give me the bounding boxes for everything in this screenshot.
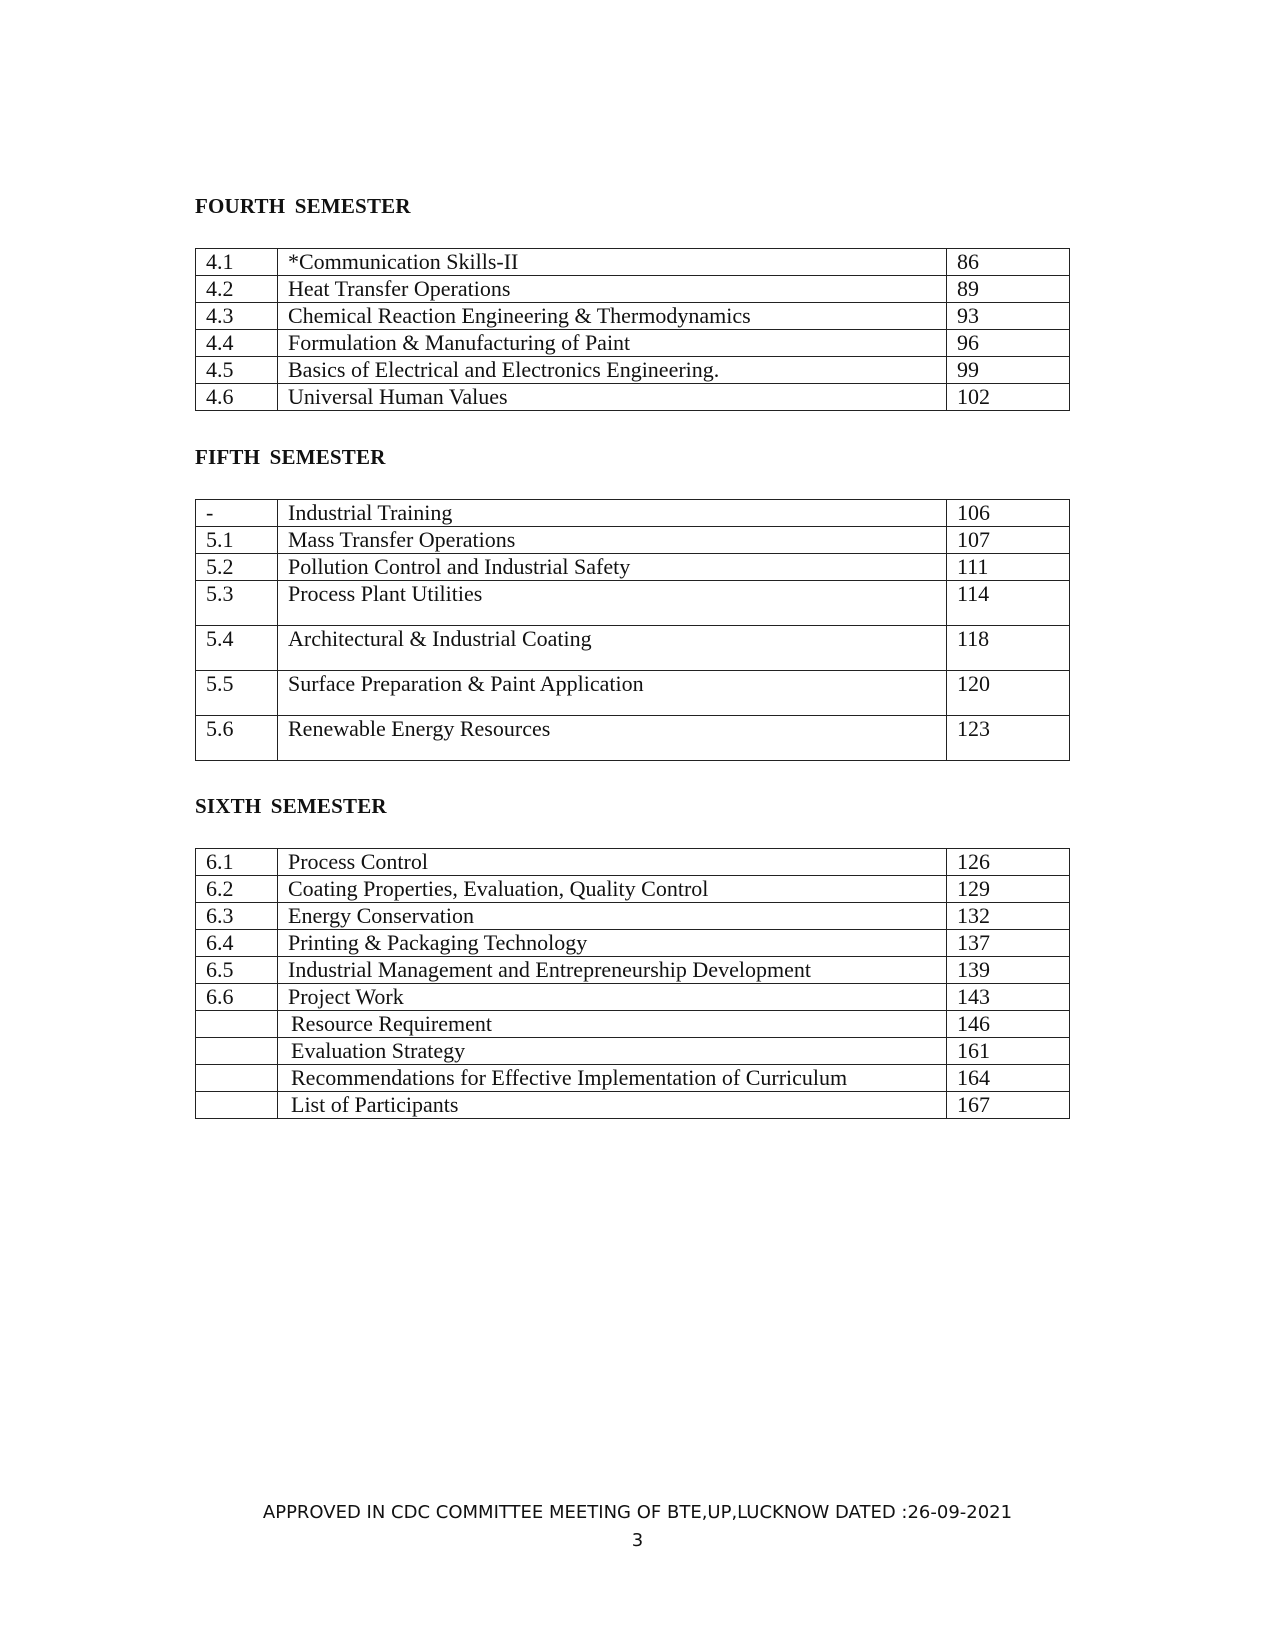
course-number: 4.4 [196, 330, 278, 357]
page-number: 86 [947, 249, 1070, 276]
table-row [196, 1011, 1070, 1038]
page-number: 107 [947, 527, 1070, 554]
table-row [196, 330, 1070, 357]
course-title: Renewable Energy Resources [278, 716, 947, 761]
page-number: 99 [947, 357, 1070, 384]
table-row [196, 384, 1070, 411]
page-number: 89 [947, 276, 1070, 303]
course-title: Coating Properties, Evaluation, Quality Control [278, 876, 947, 903]
table-row [196, 357, 1070, 384]
course-title: Universal Human Values [278, 384, 947, 411]
page-number: 137 [947, 930, 1070, 957]
course-title: Project Work [278, 984, 947, 1011]
course-number: 6.5 [196, 957, 278, 984]
table-row [196, 849, 1070, 876]
table-row [196, 554, 1070, 581]
course-title: List of Participants [278, 1092, 947, 1119]
page-number: 129 [947, 876, 1070, 903]
page-number: 102 [947, 384, 1070, 411]
table-row [196, 581, 1070, 626]
course-number: 4.1 [196, 249, 278, 276]
page-number: 167 [947, 1092, 1070, 1119]
fourth-semester-table [195, 248, 1070, 411]
course-title: Process Plant Utilities [278, 581, 947, 626]
page-number: 164 [947, 1065, 1070, 1092]
page-number: 161 [947, 1038, 1070, 1065]
page-number: 118 [947, 626, 1070, 671]
footer-page-number: 3 [631, 1530, 644, 1551]
course-title: Pollution Control and Industrial Safety [278, 554, 947, 581]
course-title: Heat Transfer Operations [278, 276, 947, 303]
course-title: Energy Conservation [278, 903, 947, 930]
page-number: 139 [947, 957, 1070, 984]
course-number: 5.3 [196, 581, 278, 626]
course-title: Chemical Reaction Engineering & Thermodynamics [278, 303, 947, 330]
course-number: 4.6 [196, 384, 278, 411]
sixth-semester-heading: SIXTH SEMESTER [195, 794, 387, 818]
table-row [196, 876, 1070, 903]
course-number: 6.6 [196, 984, 278, 1011]
course-number: 4.3 [196, 303, 278, 330]
table-row [196, 957, 1070, 984]
course-number [196, 1038, 278, 1065]
course-number: 4.2 [196, 276, 278, 303]
table-row [196, 303, 1070, 330]
course-title: Resource Requirement [278, 1011, 947, 1038]
table-row [196, 276, 1070, 303]
table-row [196, 984, 1070, 1011]
course-title: Recommendations for Effective Implementation of Curriculum [278, 1065, 947, 1092]
course-title: Basics of Electrical and Electronics Engineering. [278, 357, 947, 384]
table-row [196, 626, 1070, 671]
page-number: 123 [947, 716, 1070, 761]
course-title: Formulation & Manufacturing of Paint [278, 330, 947, 357]
course-title: Printing & Packaging Technology [278, 930, 947, 957]
page-number: 111 [947, 554, 1070, 581]
course-number: 5.6 [196, 716, 278, 761]
course-number: 5.2 [196, 554, 278, 581]
table-row [196, 1065, 1070, 1092]
fifth-semester-heading: FIFTH SEMESTER [195, 445, 386, 469]
course-number: 6.4 [196, 930, 278, 957]
table-row [196, 500, 1070, 527]
page-number: 132 [947, 903, 1070, 930]
course-number: 6.1 [196, 849, 278, 876]
course-title: Evaluation Strategy [278, 1038, 947, 1065]
course-number: 6.3 [196, 903, 278, 930]
course-title: Process Control [278, 849, 947, 876]
course-title: *Communication Skills-II [278, 249, 947, 276]
page-number: 120 [947, 671, 1070, 716]
course-title: Industrial Management and Entrepreneurship Development [278, 957, 947, 984]
page-number: 96 [947, 330, 1070, 357]
course-number: 5.4 [196, 626, 278, 671]
table-row [196, 1038, 1070, 1065]
course-title: Industrial Training [278, 500, 947, 527]
table-row [196, 930, 1070, 957]
fifth-semester-table [195, 499, 1070, 761]
page-number: 106 [947, 500, 1070, 527]
table-row [196, 671, 1070, 716]
page-number: 126 [947, 849, 1070, 876]
sixth-semester-table [195, 848, 1070, 1119]
table-row [196, 527, 1070, 554]
page-number: 93 [947, 303, 1070, 330]
table-row [196, 1092, 1070, 1119]
page-number: 143 [947, 984, 1070, 1011]
course-number: 4.5 [196, 357, 278, 384]
page-number: 114 [947, 581, 1070, 626]
course-number [196, 1092, 278, 1119]
course-title: Architectural & Industrial Coating [278, 626, 947, 671]
fourth-semester-heading: FOURTH SEMESTER [195, 194, 411, 218]
course-number: 5.5 [196, 671, 278, 716]
course-number [196, 1065, 278, 1092]
course-number [196, 1011, 278, 1038]
course-number: 5.1 [196, 527, 278, 554]
course-title: Surface Preparation & Paint Application [278, 671, 947, 716]
course-number: - [196, 500, 278, 527]
approval-footer: APPROVED IN CDC COMMITTEE MEETING OF BTE,UP,LUCKNOW DATED :26-09-2021 [262, 1502, 1013, 1523]
table-row [196, 249, 1070, 276]
course-number: 6.2 [196, 876, 278, 903]
table-row [196, 716, 1070, 761]
course-title: Mass Transfer Operations [278, 527, 947, 554]
page-number: 146 [947, 1011, 1070, 1038]
table-row [196, 903, 1070, 930]
